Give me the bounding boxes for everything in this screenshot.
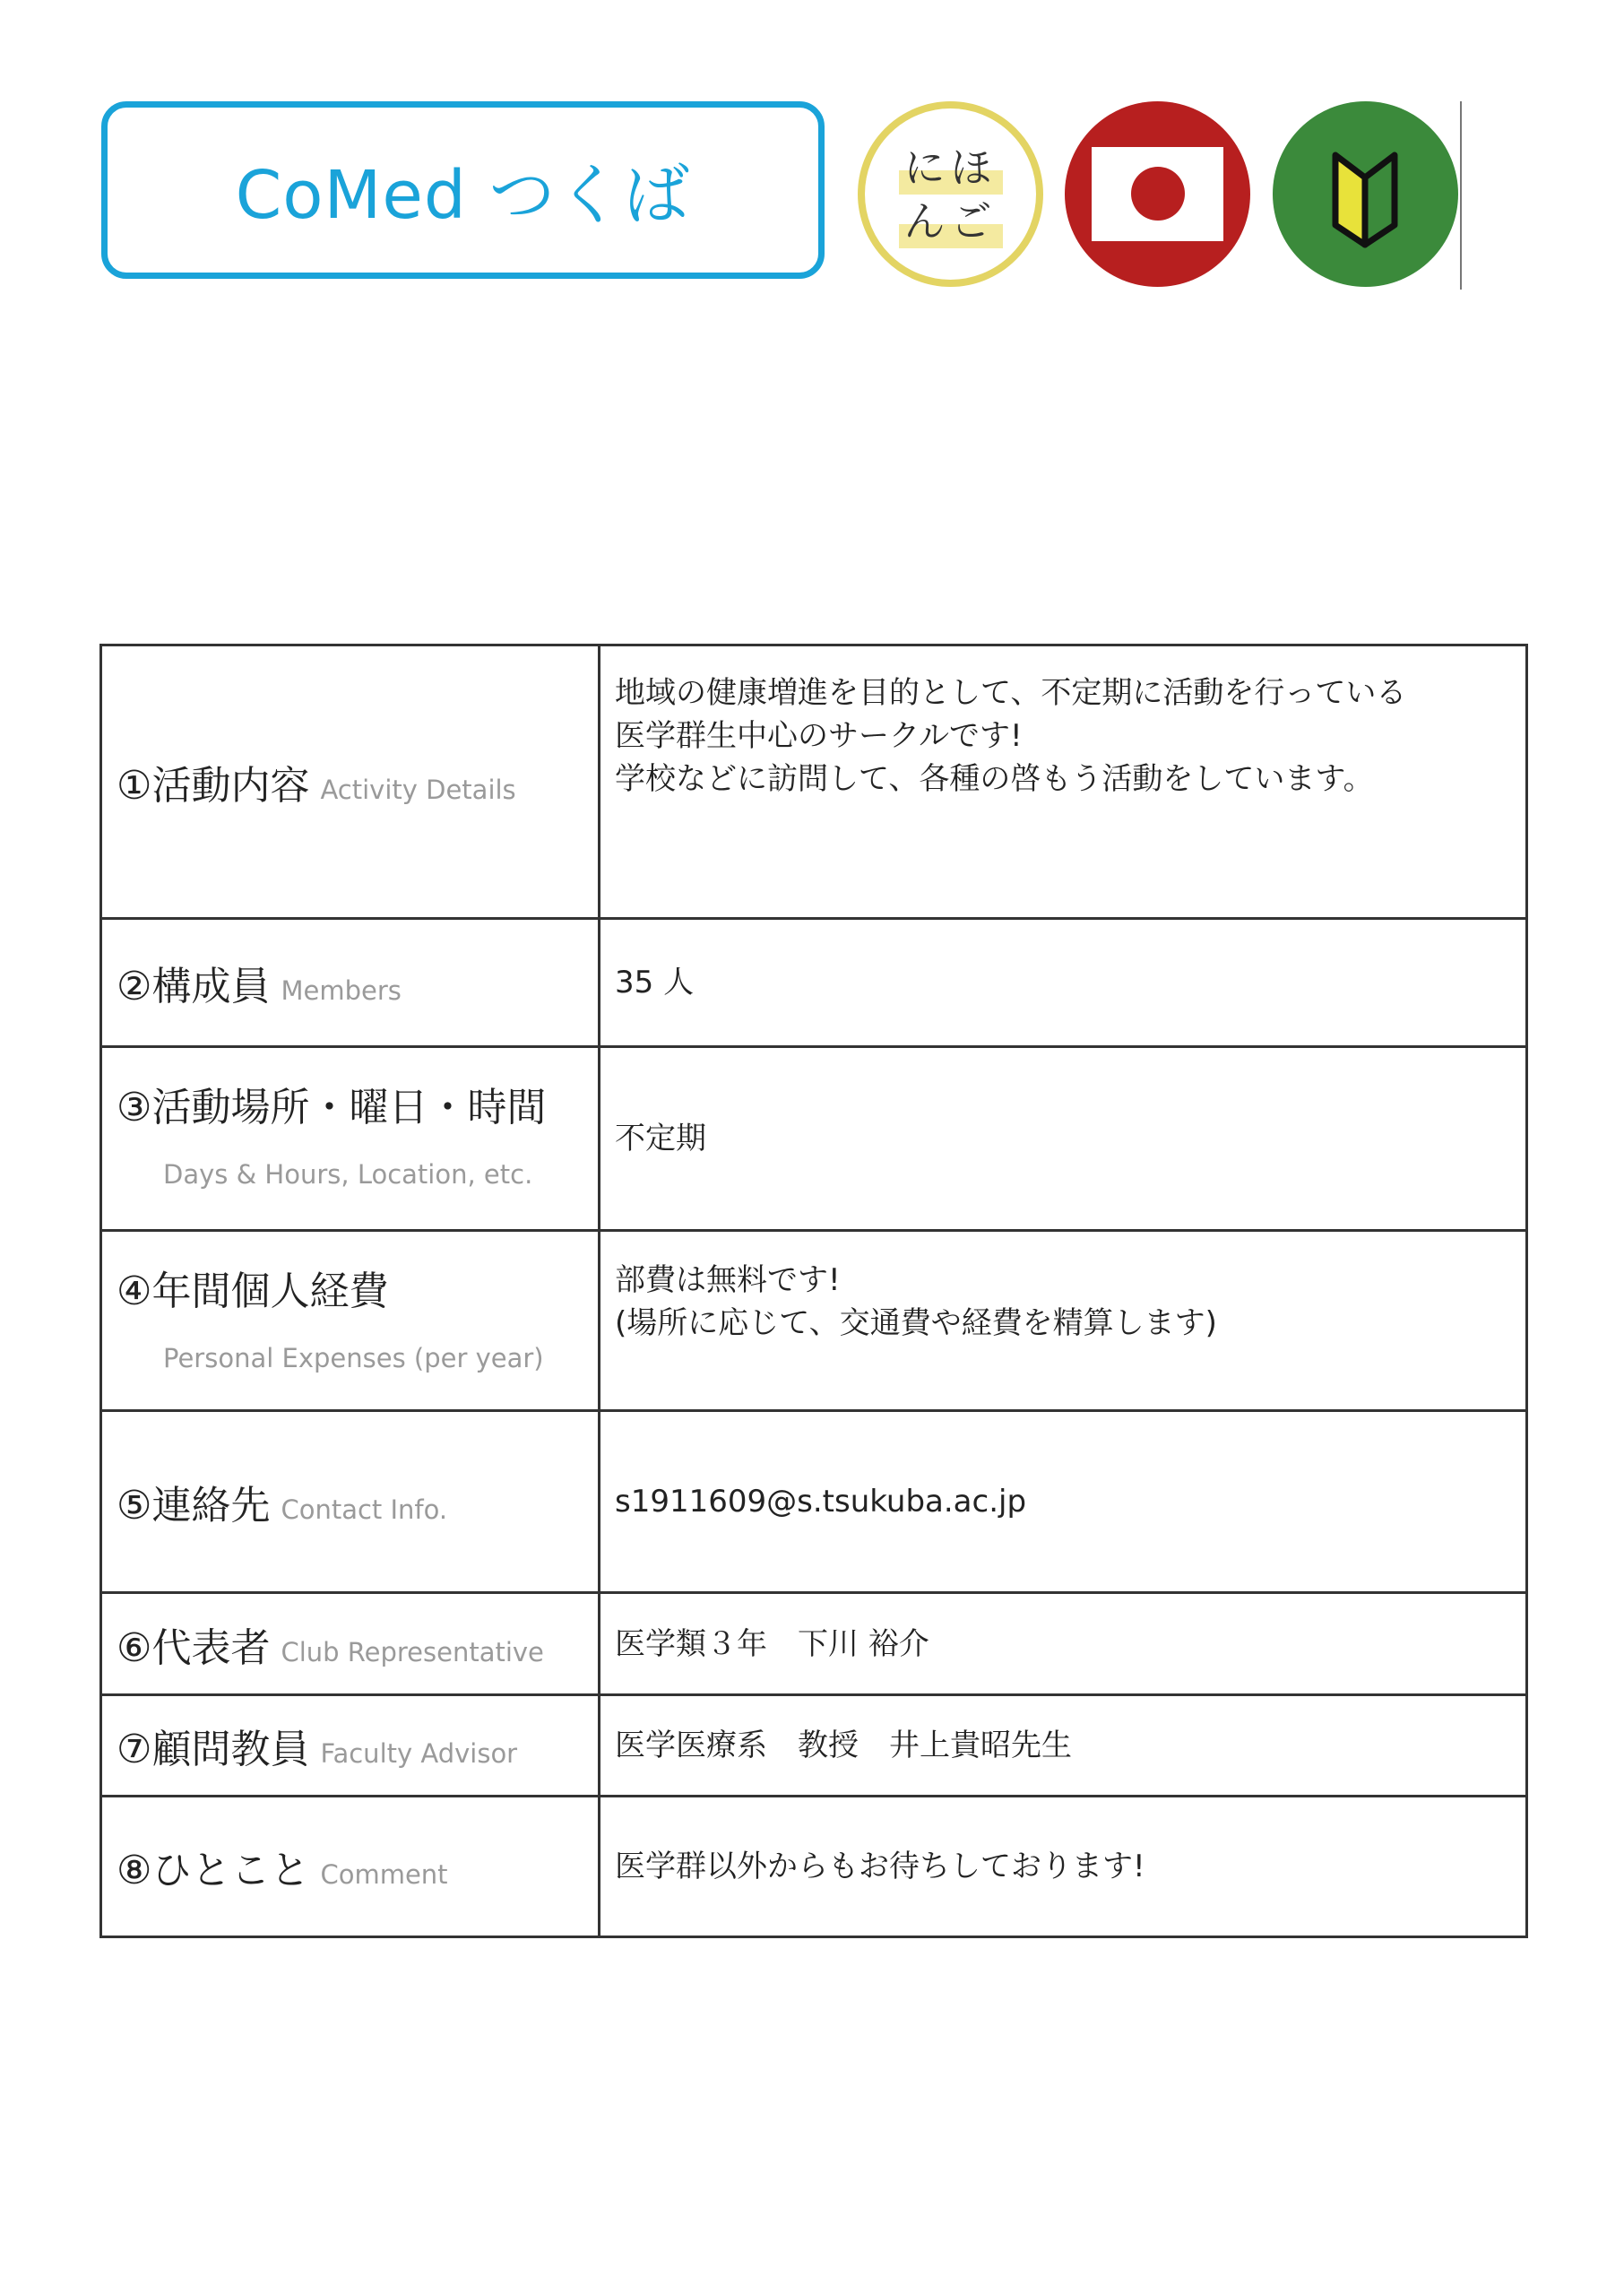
value-line: 医学医療系 教授 井上貴昭先生	[615, 1728, 1072, 1763]
row-label-en: Club Representative	[281, 1636, 544, 1667]
table-row	[101, 1231, 1527, 1411]
label-cell	[101, 1695, 600, 1797]
label-cell	[101, 1231, 600, 1411]
value-cell	[600, 1411, 1527, 1593]
value-line: 学校などに訪問して、各種の啓もう活動をしています。	[615, 761, 1374, 797]
value-cell	[600, 1695, 1527, 1797]
label-cell	[101, 919, 600, 1047]
club-title-box	[101, 101, 825, 279]
flag-red-sun	[1131, 167, 1185, 221]
row-label-en: Members	[281, 975, 402, 1006]
value-line: (場所に応じて、交通費や経費を精算します)	[615, 1305, 1217, 1341]
row-label: ⑥代表者	[117, 1624, 271, 1671]
table-row	[101, 919, 1527, 1047]
table-row	[101, 1797, 1527, 1937]
value-line: 医学群生中心のサークルです!	[615, 718, 1023, 754]
table-row	[101, 1695, 1527, 1797]
row-label-en: Activity Details	[320, 775, 516, 805]
row-label-en: Personal Expenses (per year)	[163, 1343, 544, 1373]
value-line: 不定期	[615, 1121, 706, 1156]
table-row	[101, 1593, 1527, 1695]
beginner-mark-svg	[1273, 101, 1458, 287]
club-title: CoMed つくば	[235, 157, 691, 234]
row-label: ③活動場所・曜日・時間	[117, 1085, 547, 1130]
row-label: ⑤連絡先	[117, 1483, 271, 1529]
label-cell	[101, 1797, 600, 1937]
row-label: ⑦顧問教員	[117, 1727, 310, 1772]
nihongo-badge-line2: んご	[899, 195, 1003, 248]
row-label: ⑧ひとこと	[117, 1848, 310, 1893]
row-label-en: Comment	[320, 1859, 448, 1890]
value-line: 医学群以外からもお待ちしております!	[615, 1849, 1145, 1884]
value-cell	[600, 1593, 1527, 1695]
value-line: 医学類３年 下川 裕介	[615, 1625, 929, 1662]
value-line: 地域の健康増進を目的として、不定期に活動を行っている	[615, 675, 1407, 711]
nihongo-badge	[858, 101, 1043, 287]
edge-divider	[1460, 101, 1462, 290]
table-row	[101, 645, 1527, 919]
label-cell	[101, 645, 600, 919]
label-cell	[101, 1411, 600, 1593]
label-cell	[101, 1593, 600, 1695]
value-cell	[600, 645, 1527, 919]
row-label: ④年間個人経費	[117, 1269, 389, 1314]
label-cell	[101, 1047, 600, 1231]
value-cell	[600, 1797, 1527, 1937]
value-line: 部費は無料です!	[615, 1262, 841, 1298]
row-label: ①活動内容	[117, 763, 310, 809]
row-label-en: Days & Hours, Location, etc.	[163, 1159, 533, 1190]
table-row	[101, 1411, 1527, 1593]
row-label-en: Faculty Advisor	[320, 1738, 518, 1769]
value-cell	[600, 1231, 1527, 1411]
nihongo-badge-line1: にほ	[899, 141, 1003, 195]
table-row	[101, 1047, 1527, 1231]
value-cell	[600, 919, 1527, 1047]
row-label: ②構成員	[117, 964, 271, 1009]
value-line: 35 人	[615, 965, 695, 1000]
contact-email: s1911609@s.tsukuba.ac.jp	[615, 1484, 1027, 1520]
beginner-mark-icon	[1273, 101, 1458, 287]
value-cell	[600, 1047, 1527, 1231]
row-label-en: Contact Info.	[281, 1494, 448, 1525]
club-info-table	[99, 644, 1528, 1938]
japan-flag-icon	[1065, 101, 1250, 287]
flag-white-field	[1092, 147, 1223, 241]
